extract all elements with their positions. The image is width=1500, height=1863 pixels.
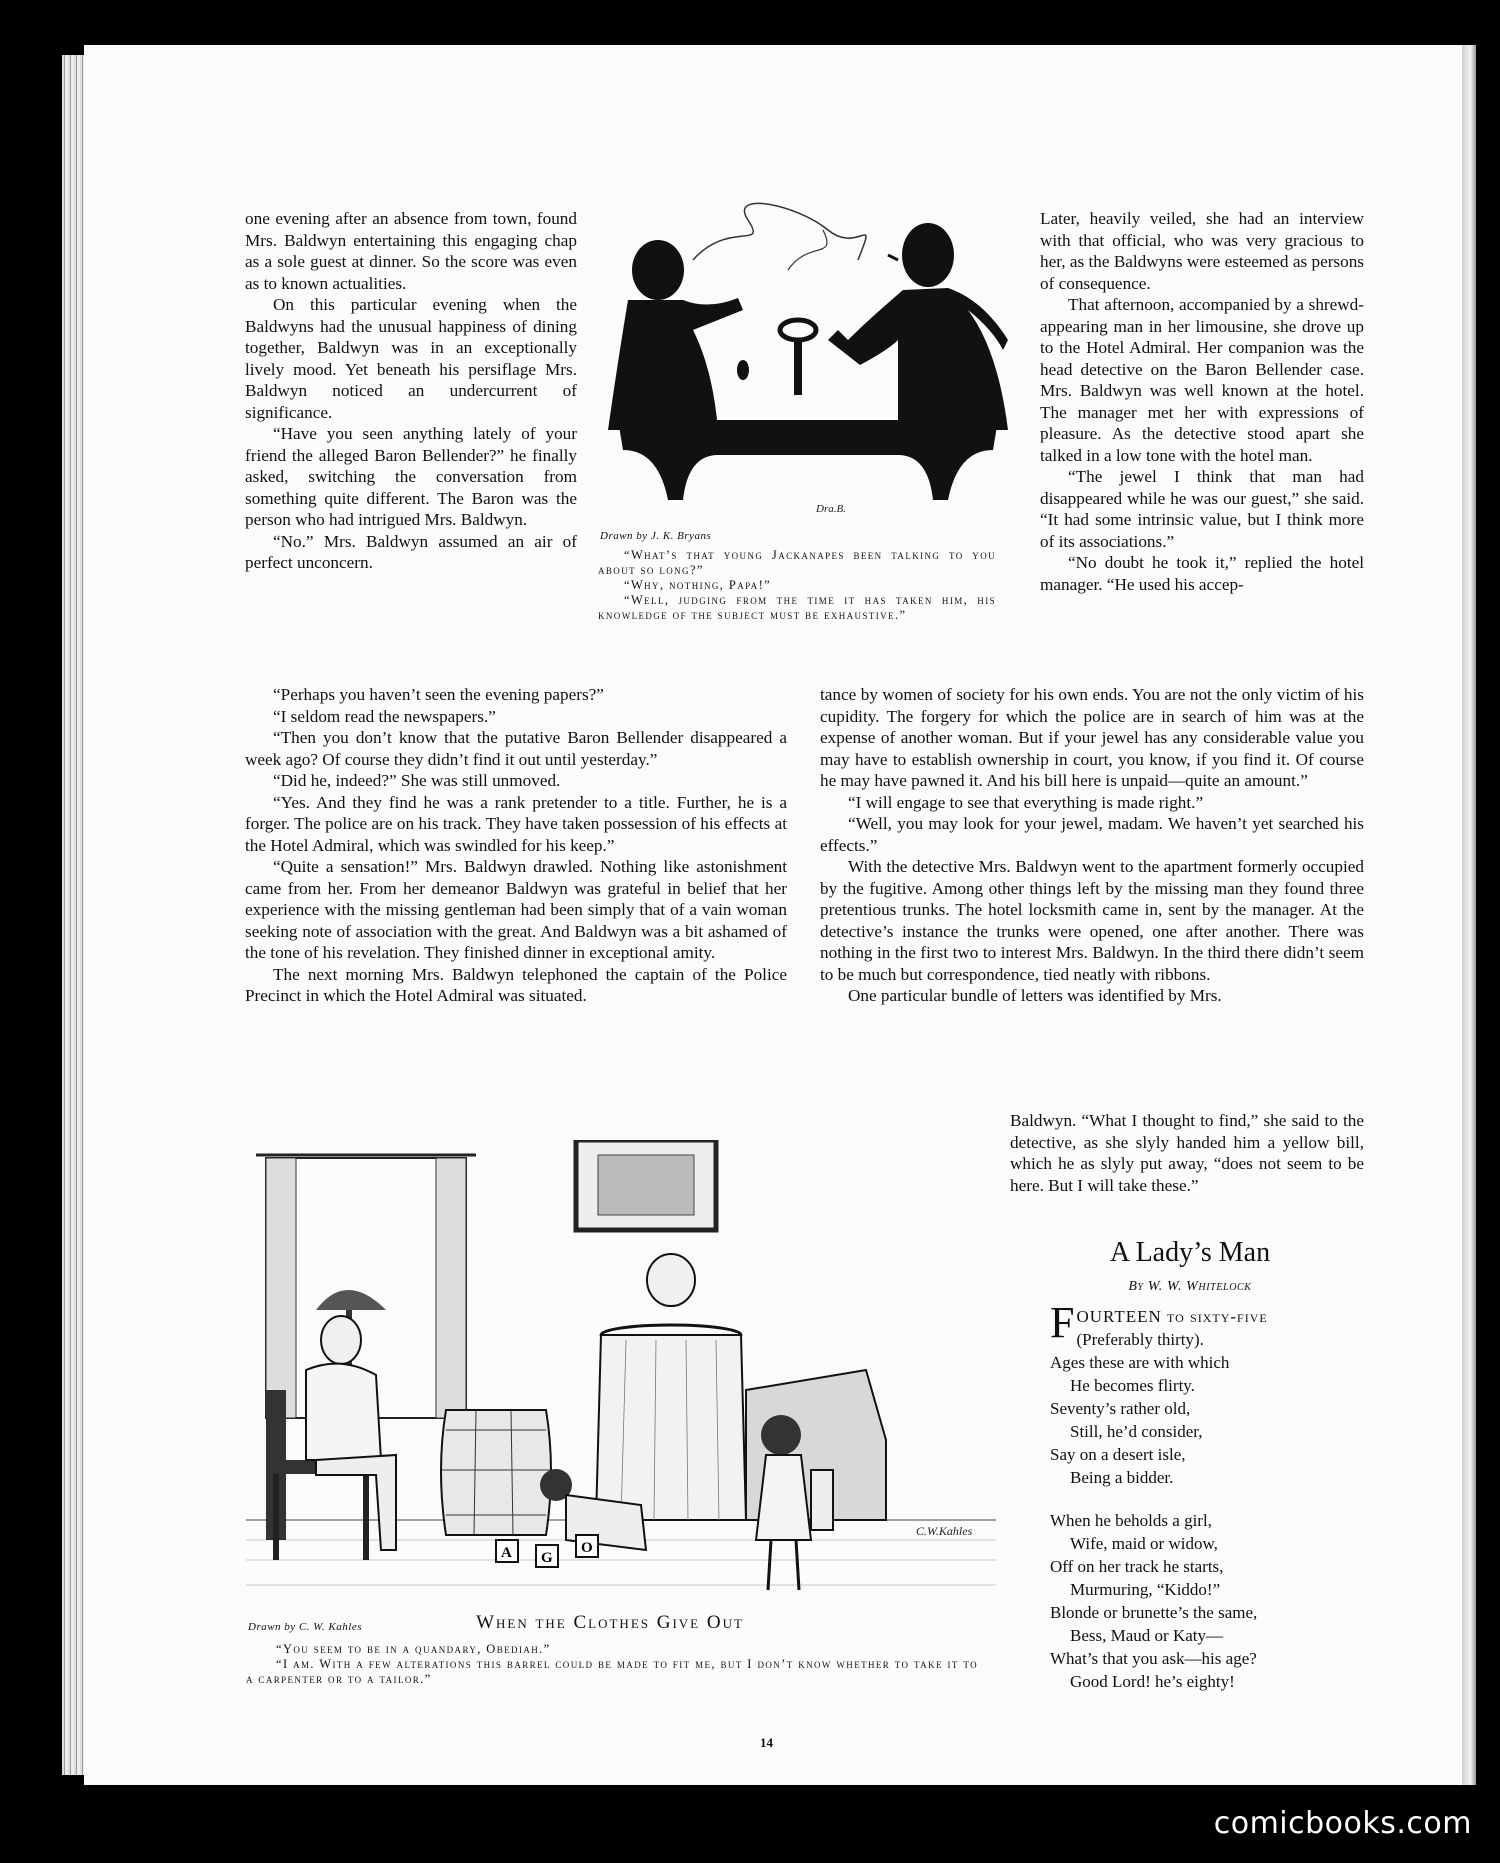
paragraph: Later, heavily veiled, she had an interview with that official, who was very gracious to her, as the Baldwyns were esteemed as persons of consequence.	[1040, 209, 1364, 293]
poem-line: When he beholds a girl,	[1050, 1511, 1212, 1530]
silhouette-drawing	[598, 200, 1018, 530]
caption-line: “You seem to be in a quandary, Obediah.”	[276, 1642, 551, 1656]
poem-line: Seventy’s rather old,	[1050, 1399, 1191, 1418]
paragraph: “I seldom read the newspapers.”	[273, 706, 496, 726]
caption-line: “Why, nothing, Papa!”	[624, 578, 772, 592]
poem-byline: By W. W. Whitelock	[1128, 1279, 1252, 1294]
caption-line: “I am. With a few alterations this barrel could be made to fit me, but I don’t know whether to take it to a carpenter or to a tailor.”	[246, 1657, 978, 1686]
paragraph: “No.” Mrs. Baldwyn assumed an air of perfect unconcern.	[245, 531, 577, 572]
room-drawing	[246, 1140, 996, 1610]
paragraph: one evening after an absence from town, found Mrs. Baldwyn entertaining this engaging chap as a sole guest at dinner. So the score was even as to known actualities.	[245, 209, 577, 293]
poem-title: A Lady’s Man	[1109, 1237, 1271, 1268]
left-column-wide	[245, 684, 787, 1007]
paragraph: “Yes. And they find he was a rank pretender to a title. Further, he is a forger. The police are on his track. They have taken possession of his effects at the Hotel Admiral, which was swindled for his keep.”	[245, 792, 787, 855]
poem-line: Good Lord! he’s eighty!	[1070, 1672, 1235, 1691]
paragraph: Baldwyn. “What I thought to find,” she said to the detective, as she slyly handed him a yellow bill, which he as slyly put away, “does not seem to be here. But I will take these.”	[1010, 1111, 1364, 1195]
paragraph: One particular bundle of letters was identified by Mrs.	[848, 986, 1222, 1005]
paragraph: “Perhaps you haven’t seen the evening papers?”	[273, 685, 604, 704]
paragraph: “Have you seen anything lately of your friend the alleged Baron Bellender?” he finally asked, switching the conversation from something quite different. The Baron was the person who had intrigued Mrs. Baldwyn.	[245, 424, 577, 529]
facing-page-edge	[1462, 45, 1476, 1785]
poem-line: OURTEEN to sixty-five	[1076, 1307, 1268, 1326]
poem-line: What’s that you ask—his age?	[1050, 1649, 1257, 1668]
caption-line: “Well, judging from the time it has taken him, his knowledge of the subject must be exhaustive.”	[598, 593, 996, 622]
poem-line: He becomes flirty.	[1070, 1376, 1195, 1395]
right-column-wide	[820, 684, 1364, 1007]
paragraph: “I will engage to see that everything is made right.”	[848, 792, 1204, 812]
poem-line: Off on her track he starts,	[1050, 1557, 1224, 1576]
poem-line: Say on a desert isle,	[1050, 1445, 1186, 1464]
bottom-illustration-caption	[246, 1642, 978, 1687]
paragraph: “Did he, indeed?” She was still unmoved.	[273, 771, 561, 790]
right-column	[1040, 208, 1364, 595]
bottom-illustration	[246, 1140, 996, 1610]
svg-text:C.W.Kahles: C.W.Kahles	[916, 1524, 973, 1538]
paragraph: “Quite a sensation!” Mrs. Baldwyn drawled. Nothing like astonishment came from her. From her demeanor Baldwyn was grateful in belief that her experience with the missing gentleman had been simply that of a vain woman seeking note of association with the great. And Baldwyn was a bit ashamed of the tone of his revelation. They finished dinner in exceptional amity.	[245, 857, 787, 962]
illustration-credit: Drawn by C. W. Kahles	[248, 1621, 362, 1633]
caption-line: “What’s that young Jackanapes been talking to you about so long?”	[598, 548, 996, 577]
paragraph: “Then you don’t know that the putative Baron Bellender disappeared a week ago? Of course they didn’t find it out until yesterday.”	[245, 728, 787, 769]
paragraph: That afternoon, accompanied by a shrewd-appearing man in her limousine, she drove up to the Hotel Admiral. Her companion was the head detective on the Baron Bellender case. Mrs. Baldwyn was well known at the hotel. The manager met her with expressions of pleasure. As the detective stood apart she talked in a low tone with the hotel man.	[1040, 295, 1364, 465]
poem-line: Blonde or brunette’s the same,	[1050, 1603, 1258, 1622]
paragraph: tance by women of society for his own ends. You are not the only victim of his cupidity. The forgery for which the police are in search of him was at the expense of another woman. But if your jewel has any considerable value you may have to establish ownership in court, you know, if you find it. Of course he may have pawned it. And his bill here is unpaid—quite an amount.”	[820, 685, 1364, 790]
cartoon-title: When the Clothes Give Out	[476, 1612, 744, 1633]
svg-text:Dra.B.: Dra.B.	[816, 503, 846, 515]
poem-line: (Preferably thirty).	[1076, 1330, 1204, 1349]
right-column-narrow	[1010, 1110, 1364, 1196]
poem-line: Bess, Maud or Katy—	[1070, 1626, 1223, 1645]
paragraph: The next morning Mrs. Baldwyn telephoned the captain of the Police Precinct in which the Hotel Admiral was situated.	[245, 964, 787, 1005]
page-stack-edge	[62, 55, 84, 1775]
drop-cap: F	[1050, 1298, 1075, 1347]
block-letter: O	[581, 1540, 593, 1556]
page-number: 14	[760, 1735, 773, 1750]
site-watermark: comicbooks.com	[1213, 1806, 1472, 1841]
top-illustration-caption	[598, 548, 996, 623]
poem-line: Being a bidder.	[1070, 1468, 1174, 1487]
paragraph: With the detective Mrs. Baldwyn went to the apartment formerly occupied by the fugitive. Among other things left by the missing man they found three pretentious trunks. The hotel locksmith came in, sent by the manager. At the detective’s instance the trunks were opened, one after another. There was nothing in the first two to interest Mrs. Baldwyn. In the third there didn’t seem to be much but correspondence, tied neatly with ribbons.	[820, 857, 1364, 984]
paragraph: “Well, you may look for your jewel, madam. We haven’t yet searched his effects.”	[820, 814, 1364, 855]
left-column	[245, 208, 577, 574]
poem-body	[1050, 1298, 1370, 1693]
block-letter: A	[501, 1545, 512, 1561]
block-letter: G	[541, 1550, 553, 1566]
paragraph: On this particular evening when the Baldwyns had the unusual happiness of dining together, Baldwyn was in an exceptionally lively mood. Yet beneath his persiflage Mrs. Baldwyn noticed an undercurrent of significance.	[245, 295, 577, 422]
poem-line: Wife, maid or widow,	[1070, 1534, 1218, 1553]
top-illustration	[598, 200, 1018, 542]
poem-line: Ages these are with which	[1050, 1353, 1230, 1372]
poem-line: Still, he’d consider,	[1070, 1422, 1203, 1441]
poem-line: Murmuring, “Kiddo!”	[1070, 1580, 1221, 1599]
paragraph: “No doubt he took it,” replied the hotel manager. “He used his accep-	[1040, 553, 1364, 594]
paragraph: “The jewel I think that man had disappeared while he was our guest,” she said. “It had some intrinsic value, but I think more of its associations.”	[1040, 467, 1364, 551]
illustration-credit: Drawn by J. K. Bryans	[600, 530, 712, 542]
